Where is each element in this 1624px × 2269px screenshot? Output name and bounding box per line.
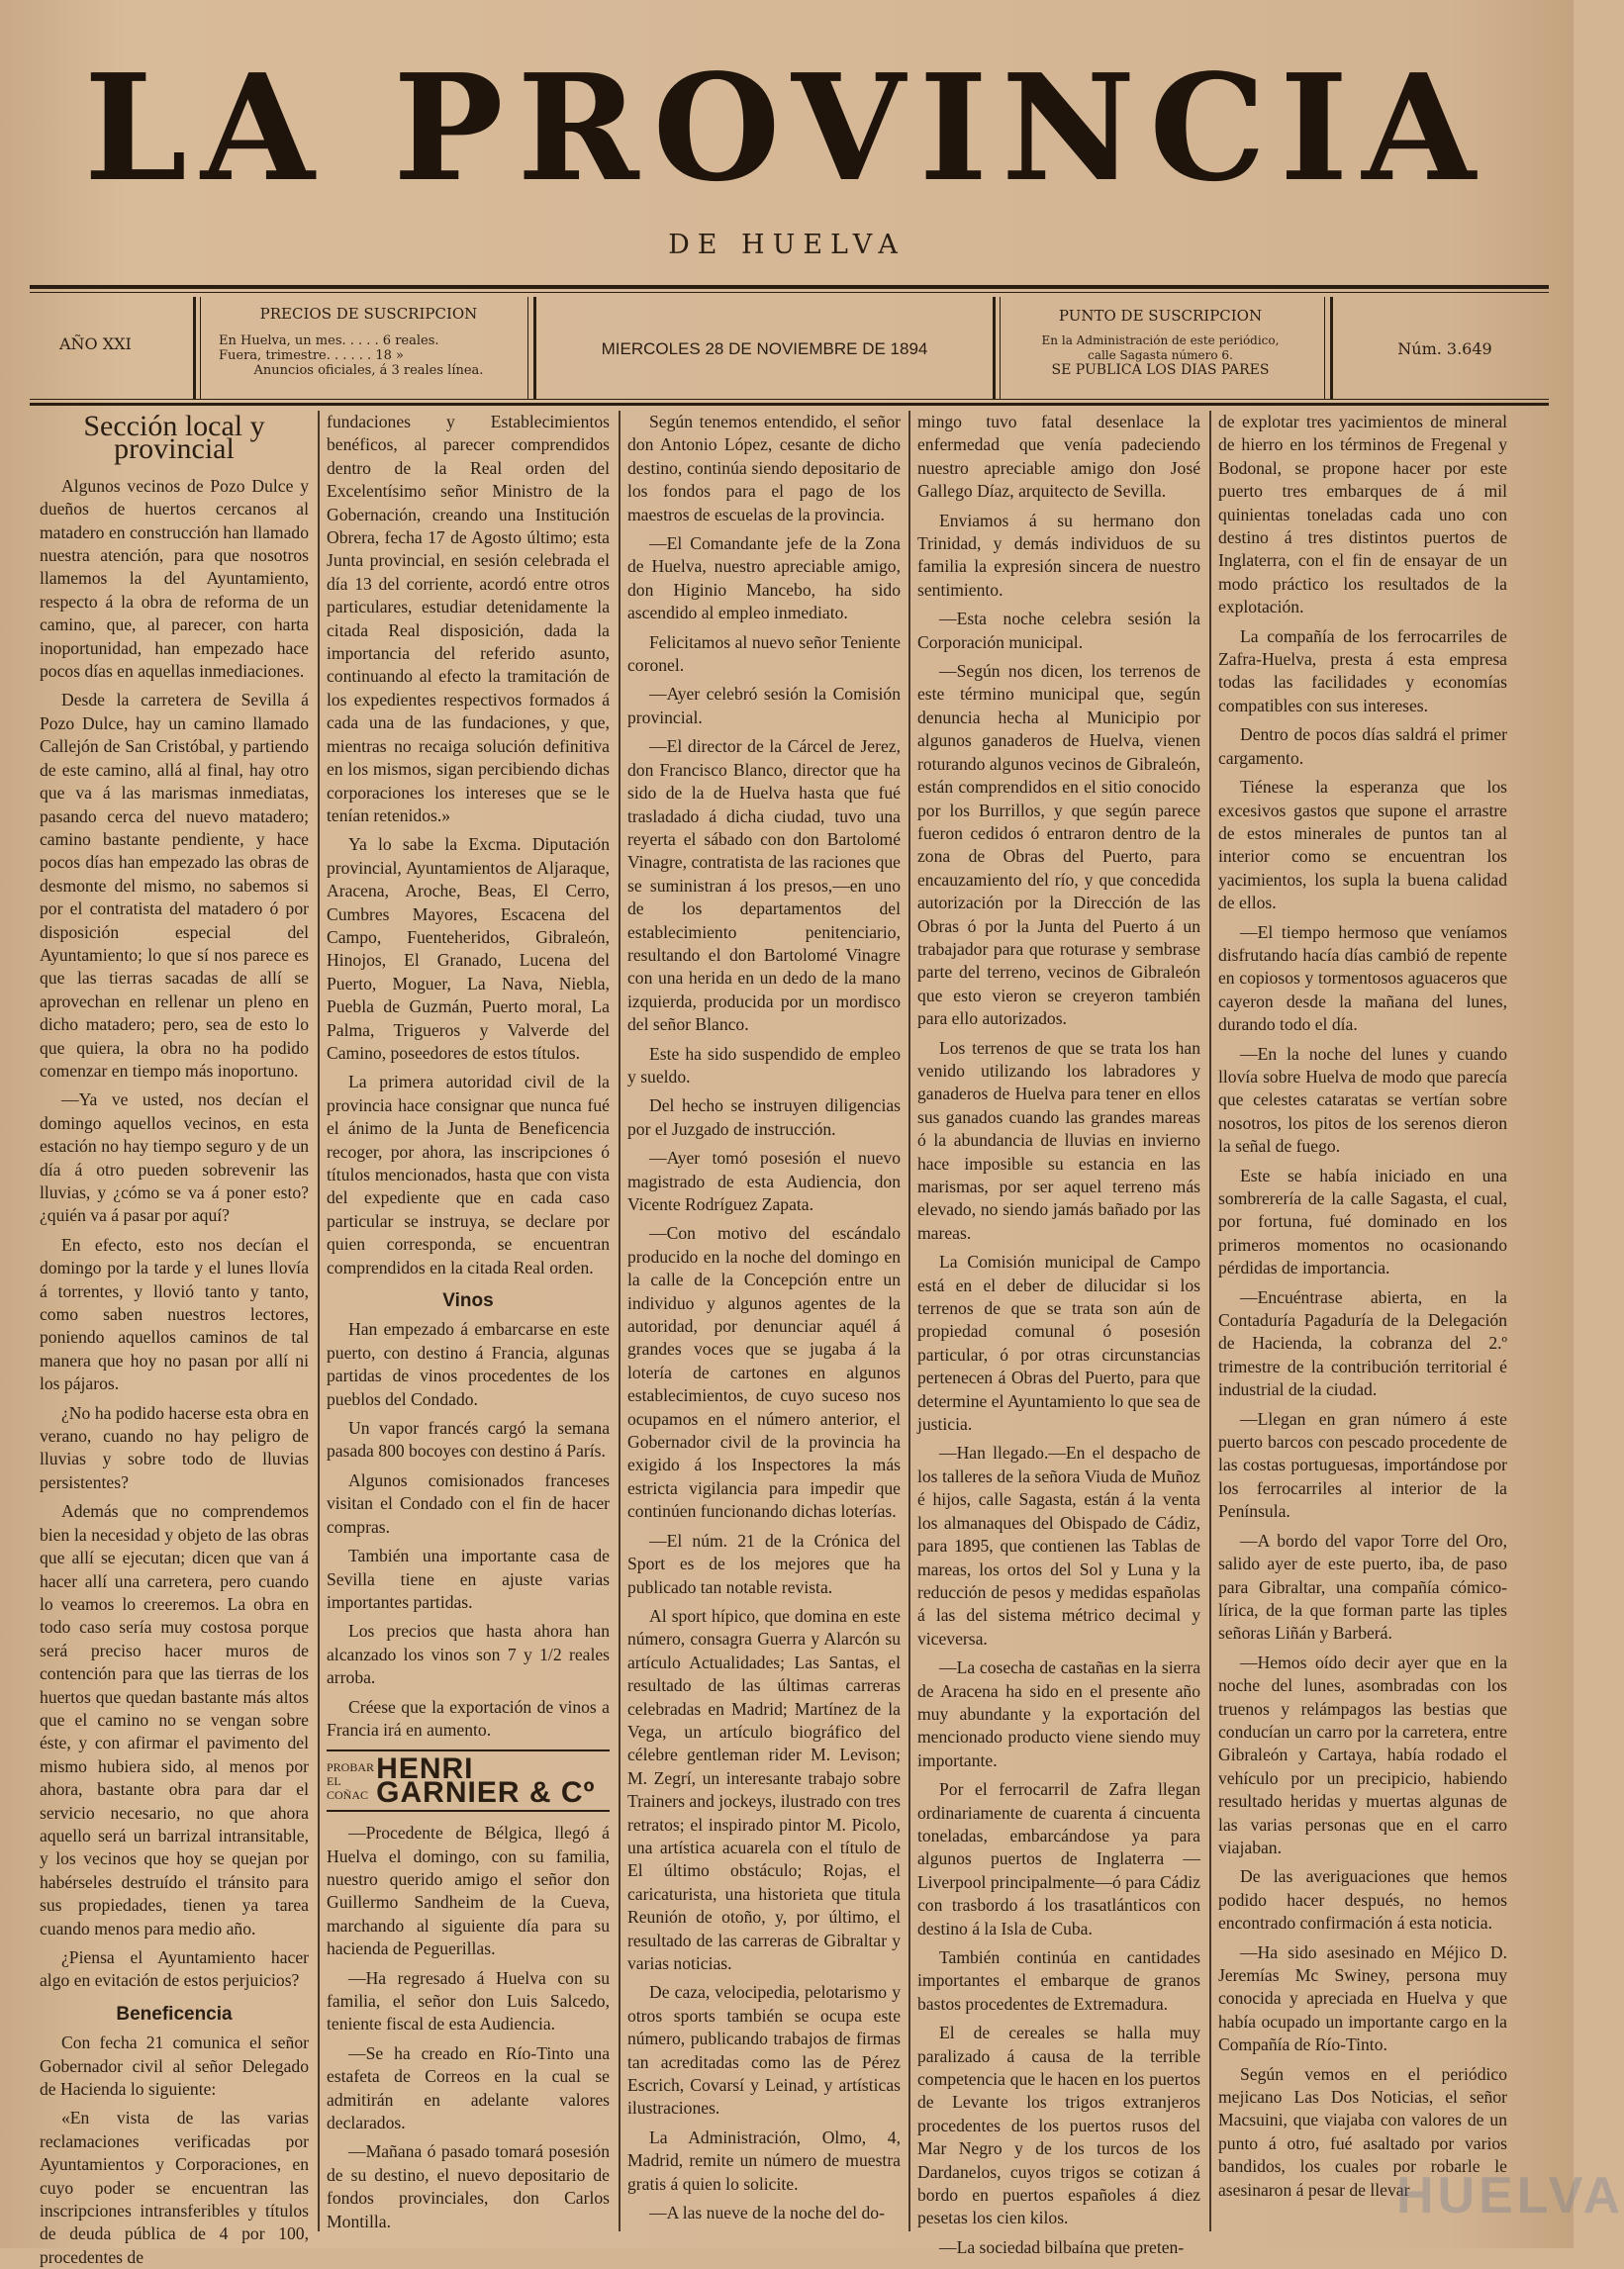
paragraph: —Según nos dicen, los terrenos de este término municipal que, según denuncia hecha al Municipio por algunos ganaderos de Huelva, vienen roturando algunos vecinos de Gibraleón, están comprendidos en el sitio conocido por los Burrillos, y que según parece fueron cedidos ó entraron dentro de la zona de Obras del Puerto, para encauzamiento del río, y que concedida autorización por la Dirección de las Obras ó por la Junta del Puerto á un trabajador para que roturase y sembrase parte del terreno, vecinos de Gibraleón que esto vieron se creyeron también para ello autorizados.: [917, 661, 1200, 1029]
price-line: Anuncios oficiales, á 3 reales línea.: [253, 363, 484, 378]
paragraph: El de cereales se halla muy paralizado á causa de la terrible competencia que le hacen en los puertos de Levante los trigos extranjeros procedentes de los puertos rusos del Mar Negro y de los turcos de los Dardanelos, cuyos trigos se cotizan á bordo en puertos españoles á diez pesetas los cien kilos.: [917, 2023, 1200, 2228]
paragraph: —El núm. 21 de la Crónica del Sport es de los mejores que ha publicado tan notable revista.: [627, 1530, 901, 1597]
section-heading: Vinos: [442, 1290, 494, 1312]
paragraph: —La sociedad bilbaína que preten-: [939, 2236, 1185, 2257]
info-divider: [527, 297, 528, 399]
section-heading: Beneficencia: [116, 2003, 233, 2025]
price-line: Fuera, trimestre. . . . . . 18 »: [219, 348, 404, 363]
paragraph: En efecto, esto nos decían el domingo por la tarde y el lunes llovía á torrentes, y llovió tanto y tanto, como saben nuestros lectores, poniendo aquellos caminos de tal manera que hoy no pasan por allí ni los pájaros.: [40, 1234, 309, 1394]
column-3: [627, 411, 901, 2231]
paragraph: Enviamos á su hermano don Trinidad, y demás individuos de su familia la expresión sincera de nuestro sentimiento.: [917, 510, 1200, 600]
library-watermark: HUELVA: [1396, 2166, 1624, 2224]
paragraph: Felicitamos al nuevo señor Teniente coronel.: [627, 631, 901, 676]
paragraph: Con fecha 21 comunica el señor Gobernador civil al señor Delegado de Hacienda lo siguiente:: [40, 2033, 309, 2100]
paragraph: —Con motivo del escándalo producido en la noche del domingo en la calle de la Concepción entre un individuo y algunos agentes de la autoridad, por denunciar aquél á grandes voces que se jugaba á la lotería de cartones en algunos establecimientos, de cuyo suceso nos ocupamos en el número anterior, el Gobernador civil de la provincia ha exigido á los Inspectores la más estricta vigilancia para impedir que continúen funcionando dichas loterías.: [627, 1223, 901, 1522]
info-year: AÑO XXI: [59, 334, 132, 353]
paragraph: Ya lo sabe la Excma. Diputación provincial, Ayuntamientos de Aljaraque, Aracena, Aroche, Beas, El Cerro, Cumbres Mayores, Escacena del Campo, Fuenteheridos, Gibraleón, Hinojos, El Granado, Lucena del Puerto, Moguer, La Nava, Niebla, Puebla de Guzmán, Puerto moral, La Palma, Trigueros y Valverde del Camino, poseedores de estos títulos.: [327, 834, 610, 1063]
paragraph: —Ha regresado á Huelva con su familia, el señor don Luis Salcedo, teniente fiscal de esta Audiencia.: [327, 1967, 610, 2034]
paragraph: Algunos vecinos de Pozo Dulce y dueños de huertos cercanos al matadero en construcción han llamado nuestra atención, para que nosotros llamemos la del Ayuntamiento, respecto á la obra de reforma de un camino, que, al parecer, con harta inoportunidad, han empezado hace pocos días en aquellas inmediaciones.: [40, 475, 309, 682]
paragraph: Créese que la exportación de vinos a Francia irá en aumento.: [327, 1696, 610, 1740]
paragraph: —Mañana ó pasado tomará posesión de su destino, el nuevo depositario de fondos provinciales, don Carlos Montilla.: [327, 2141, 610, 2231]
paragraph: —Ayer celebró sesión la Comisión provincial.: [627, 684, 901, 727]
paragraph: fundaciones y Establecimientos benéficos, al parecer comprendidos dentro de la Real orden del Excelentísimo señor Ministro de la Gobernación, creando una Institución Obrera, fecha 17 de Agosto último; esta Junta provincial, en sesión celebrada el día 13 del corriente, acordó entre otros particulares, estudiar detenidamente la citada Real disposición, dada la importancia del referido asunto, continuando al efecto la tramitación de los expedientes respectivos formados á cada una de las fundaciones, y que, mientras no recaiga solución definitiva en los mismos, sigan percibiendo dichas corporaciones los intereses que se le tenían retenidos.»: [327, 412, 610, 825]
paragraph: Este se había iniciado en una sombrerería de la calle Sagasta, el cual, por fortuna, fué dominado en los primeros momentos no ocasionando pérdidas de importancia.: [1218, 1165, 1507, 1278]
info-bottom-rule-thick: [30, 403, 1549, 406]
paragraph: Además que no comprendemos bien la necesidad y objeto de las obras que allí se ejecutan; dicen que van á hacer allí una carretera, pero cuando lo veamos lo creeremos. La obra en todo caso sería muy costosa porque será preciso hacer muros de contención para que las tierras de los huertos que quedan bastante más altos que el camino no se vengan sobre éste, y con afirmar el pavimento del mismo hubiera sido, al menos por ahora, bastante obra para dar el servicio necesario, no que ahora aquello será un barrizal intransitable, y los vecinos que hoy se quejan por habérseles destruído el tránsito para sus propiedades, tienen ya tarea cuando menos para medio año.: [40, 1501, 309, 1938]
paragraph: La compañía de los ferrocarriles de Zafra-Huelva, presta á esta empresa todas las facilidades y economías compatibles con sus intereses.: [1218, 625, 1507, 715]
column-4: [917, 411, 1200, 2257]
paragraph: Un vapor francés cargó la semana pasada 800 bocoyes con destino á París.: [327, 1418, 610, 1462]
paragraph: —Hemos oído decir ayer que en la noche del lunes, asombradas con los truenos y relámpagos las bestias que conducían un carro por la carretera, entre Gibraleón y Cartaya, había rodado el vehículo por un precipicio, habiendo resultado heridas y muertas algunas de las varias personas que en el carro viajaban.: [1218, 1652, 1507, 1857]
paragraph: También continúa en cantidades importantes el embarque de granos bastos procedentes de Extremadura.: [917, 1947, 1200, 2014]
masthead-subtitle: DE HUELVA: [668, 230, 906, 260]
column-divider: [908, 411, 910, 2231]
paragraph: Dentro de pocos días saldrá el primer cargamento.: [1218, 724, 1507, 768]
point-line: En la Administración de este periódico,: [1041, 333, 1280, 347]
info-divider: [193, 297, 196, 399]
column-divider: [1209, 411, 1211, 2231]
paragraph: La Administración, Olmo, 4, Madrid, remite un número de muestra gratis á quien lo solicite.: [627, 2127, 901, 2194]
paragraph: —Llegan en gran número á este puerto barcos con pescado procedente de las costas portuguesas, importándose por los ferrocarriles al interior de la Península.: [1218, 1408, 1507, 1522]
paragraph: Según tenemos entendido, el señor don Antonio López, cesante de dicho destino, continúa siendo depositario de los fondos para el pago de los maestros de escuelas de la provincia.: [627, 412, 901, 524]
paragraph: ¿Piensa el Ayuntamiento hacer algo en evitación de estos perjuicios?: [40, 1947, 309, 1991]
paragraph: Desde la carretera de Sevilla á Pozo Dulce, hay un camino llamado Callejón de San Cristóbal, y partiendo de este camino, allá al final, hay otro que va á las marismas inmediatas, pasando cerca del nuevo matadero; camino bastante pendiente, y hace pocos días han empezado las obras de desmonte del mismo, no sabemos si por el contratista del matadero ó por disposición especial del Ayuntamiento; lo que sí nos parece es que las tierras sacadas de allí se aprovechan en rellenar un pleno en dicho matadero; pero, sea de esto lo que quiera, la obra no ha podido comenzar en tiempo más inoportuno.: [40, 690, 309, 1081]
paragraph: La Comisión municipal de Campo está en el deber de dilucidar si los terrenos de que se trata son aún de propiedad comunal ó posesión particular, ó por otras circunstancias pertenecen á Obras del Puerto, para que determine el Ayuntamiento lo que sea de justicia.: [917, 1252, 1200, 1435]
subscription-point-box: [1009, 297, 1311, 399]
paragraph: Han empezado á embarcarse en este puerto, con destino á Francia, algunas partidas de vinos procedentes de los pueblos del Condado.: [327, 1319, 610, 1409]
column-divider: [318, 411, 320, 2231]
paragraph: Algunos comisionados franceses visitan el Condado con el fin de hacer compras.: [327, 1469, 610, 1537]
paragraph: —Se ha creado en Río-Tinto una estafeta de Correos en la cual se admitirán en adelante valores declarados.: [327, 2042, 610, 2133]
ad-small-text: PROBAR EL COÑAC: [327, 1759, 375, 1802]
info-divider: [993, 297, 996, 399]
paragraph: —La cosecha de castañas en la sierra de Aracena ha sido en el presente año muy abundante y la exportación del mencionado producto viene siendo muy importante.: [917, 1657, 1200, 1770]
top-rule-thin: [30, 292, 1549, 293]
paragraph: Al sport hípico, que domina en este número, consagra Guerra y Alarcón su artículo Actualidades; Las Santas, el resultado de las últimas carreras celebradas en Madrid; Martínez de la Vega, un artículo biográfico del célebre gentleman rider M. Levison; M. Zegrí, un interesante trabajo sobre Trainers and jockeys, ilustrado con tres retratos; el inspirado pintor M. Picolo, una artística acuarela con el título de El último obstáculo; Rojas, el caricaturista, una historieta que titula Reunión de otoño, y, por último, el resultado de las carreras de Gibraltar y varias noticias.: [627, 1605, 901, 1973]
prices-title: PRECIOS DE SUSCRIPCION: [259, 305, 478, 323]
paragraph: —Han llegado.—En el despacho de los talleres de la señora Viuda de Muñoz é hijos, calle Sagasta, están á la venta los almanaques del Obispado de Cádiz, para 1895, que contienen las Tablas de mareas, los ortos del Sol y Luna y la reducción de pesos y medidas españolas á las del sistema métrico decimal y viceversa.: [917, 1443, 1200, 1649]
paragraph: ¿No ha podido hacerse esta obra en verano, cuando no hay peligro de lluvias y sobre todo de lluvias persistentes?: [40, 1402, 309, 1492]
paragraph: —A bordo del vapor Torre del Oro, salido ayer de este puerto, iba, de paso para Gibraltar, una compañía cómico-lírica, de la que forman parte las tiples señoras Liñán y Barberá.: [1218, 1530, 1507, 1644]
column-2: [327, 411, 610, 2231]
paragraph: —A las nueve de la noche del do-: [649, 2203, 885, 2223]
paragraph: —Ayer tomó posesión el nuevo magistrado de esta Audiencia, don Vicente Rodríguez Zapata.: [627, 1148, 901, 1214]
top-rule: [30, 285, 1549, 289]
info-divider: [200, 297, 201, 399]
column-1: [40, 410, 309, 2267]
paragraph: Tiénese la esperanza que los excesivos gastos que supone el arrastre de estos minerales de puntos tan al interior como se encuentran los yacimientos, los supla la buena calidad de ellos.: [1218, 777, 1507, 913]
column-5: [1218, 411, 1624, 2231]
paragraph: —El tiempo hermoso que veníamos disfrutando hacía días cambió de repente en copiosos y tormentosos aguaceros que cayeron desde la mañana del lunes, durando todo el día.: [1218, 921, 1507, 1035]
paragraph: Según vemos en el periódico mejicano Las Dos Noticias, el señor Macsuini, que viajaba con valores de un punto á otro, fué asaltado por varios bandidos, los cuales por robarle le asesinaron á pesar de llevar: [1218, 2063, 1507, 2200]
cognac-advertisement: [327, 1749, 610, 1812]
paragraph: De caza, velocipedia, pelotarismo y otros sports también se ocupa este número, publicando trabajos de firmas tan acreditadas como las de Pérez Escrich, Covarsí y Leinad, y artísticas ilustraciones.: [627, 1982, 901, 2119]
prices-box: [213, 297, 525, 399]
paragraph: —Procedente de Bélgica, llegó á Huelva el domingo, con su familia, nuestro querido amigo el señor don Guillermo Sandheim de la Cueva, marchando al siguiente día para su hacienda de Peguerillas.: [327, 1823, 610, 1959]
paragraph: De las averiguaciones que hemos podido hacer después, no hemos encontrado confirmación á esta noticia.: [1218, 1866, 1507, 1934]
masthead-title: LA PROVINCIA: [83, 42, 1490, 214]
paragraph: Por el ferrocarril de Zafra llegan ordinariamente de cuarenta á cincuenta toneladas, embarcándose ya para algunos puertos de Inglaterra —Liverpool principalmente—ó para Cádiz con trasbordo á los trasatlánticos con destino á la Isla de Cuba.: [917, 1779, 1200, 1938]
paragraph: Los terrenos de que se trata los han venido utilizando los labradores y ganaderos de Huelva para tener en ellos sus ganados cuando las grandes mareas ó la abundancia de lluvias en invierno hace imposible su estancia en las marismas, por ser aquel terreno más elevado, no siendo jamás bañado por las mareas.: [917, 1037, 1200, 1243]
paragraph: La primera autoridad civil de la provincia hace consignar que nunca fué el ánimo de la Junta de Beneficencia recoger, por ahora, las inscripciones ó títulos mencionados, hasta que con vista del expediente que en cada caso particular se instruya, se declare por quien corresponda, se encuentran comprendidos en la citada Real orden.: [327, 1072, 610, 1277]
paragraph: —Ha sido asesinado en Méjico D. Jeremías Mc Swiney, persona muy conocida y apreciada en Huelva y que había ocupado un importante cargo en la Compañía de Río-Tinto.: [1218, 1941, 1507, 2055]
paragraph: Este ha sido suspendido de empleo y sueldo.: [627, 1043, 901, 1087]
paragraph: Los precios que hasta ahora han alcanzado los vinos son 7 y 1/2 reales arroba.: [327, 1621, 610, 1688]
paragraph: «En vista de las varias reclamaciones verificadas por Ayuntamientos y Corporaciones, en cuyo poder se encuentran las inscripciones intransferibles y títulos de deuda pública de 4 por 100, procedentes de: [40, 2108, 309, 2267]
issue-number: Núm. 3.649: [1397, 339, 1492, 358]
paragraph: —El director de la Cárcel de Jerez, don Francisco Blanco, director que ha sido de la de Huelva hasta que fué trasladado á dicha ciudad, tuvo una reyerta el sábado con don Bartolomé Vinagre, contratista de las raciones que se suministran á los presos,—en uno de los departamentos del establecimiento penitenciario, resultando el don Bartolomé Vinagre con una herida en un dedo de la mano izquierda, producida por un mordisco del señor Blanco.: [627, 736, 901, 1035]
point-line: calle Sagasta número 6.: [1088, 348, 1233, 362]
info-divider: [1330, 297, 1333, 399]
paragraph: —Encuéntrase abierta, en la Contaduría Pagaduría de la Delegación de Hacienda, la cobranza del 2.º trimestre de la contribución territorial é industrial de la ciudad.: [1218, 1286, 1507, 1400]
paragraph: También una importante casa de Sevilla tiene en ajuste varias importantes partidas.: [327, 1546, 610, 1612]
price-line: En Huelva, un mes. . . . . 6 reales.: [219, 333, 439, 348]
info-divider: [1000, 297, 1001, 399]
paragraph: —El Comandante jefe de la Zona de Huelva, nuestro apreciable amigo, don Higinio Mancebo, ha sido ascendido al empleo inmediato.: [627, 533, 901, 623]
paragraph: mingo tuvo fatal desenlace la enfermedad que venía padeciendo nuestro apreciable amigo don José Gallego Díaz, arquitecto de Sevilla.: [917, 412, 1200, 502]
paragraph: Del hecho se instruyen diligencias por el Juzgado de instrucción.: [627, 1095, 901, 1139]
paragraph: —Esta noche celebra sesión la Corporación municipal.: [917, 609, 1200, 652]
ad-brand: HENRI GARNIER & Cº: [376, 1752, 596, 1809]
info-divider: [533, 297, 536, 399]
issue-date: MIERCOLES 28 DE NOVIEMBRE DE 1894: [601, 339, 928, 358]
point-title: PUNTO DE SUSCRIPCION: [1058, 307, 1263, 325]
paragraph: de explotar tres yacimientos de mineral de hierro en los términos de Fregenal y Bodonal, se propone hacer por este puerto tres embarques de á mil quinientas toneladas cada uno con destino á tres distintos puertos de Inglaterra, con el fin de ensayar de un modo práctico los resultados de la explotación.: [1218, 412, 1507, 617]
column-divider: [619, 411, 621, 2231]
paragraph: —Ya ve usted, nos decían el domingo aquellos vecinos, en esta estación no hay tiempo seguro y de un día á otro pueden sobrevenir las lluvias, y ¿cómo se va á poner esto? ¿quién va á pasar por aquí?: [40, 1089, 309, 1226]
point-line: SE PUBLICA LOS DIAS PARES: [1051, 362, 1270, 378]
info-divider: [1324, 297, 1325, 399]
paragraph: —En la noche del lunes y cuando llovía sobre Huelva de modo que parecía que celestes cataratas se vertían sobre nosotros, los pitos de los serenos dieron la señal de fuego.: [1218, 1043, 1507, 1157]
info-bottom-rule: [30, 399, 1549, 400]
section-title: Sección local y provincial: [83, 410, 265, 466]
